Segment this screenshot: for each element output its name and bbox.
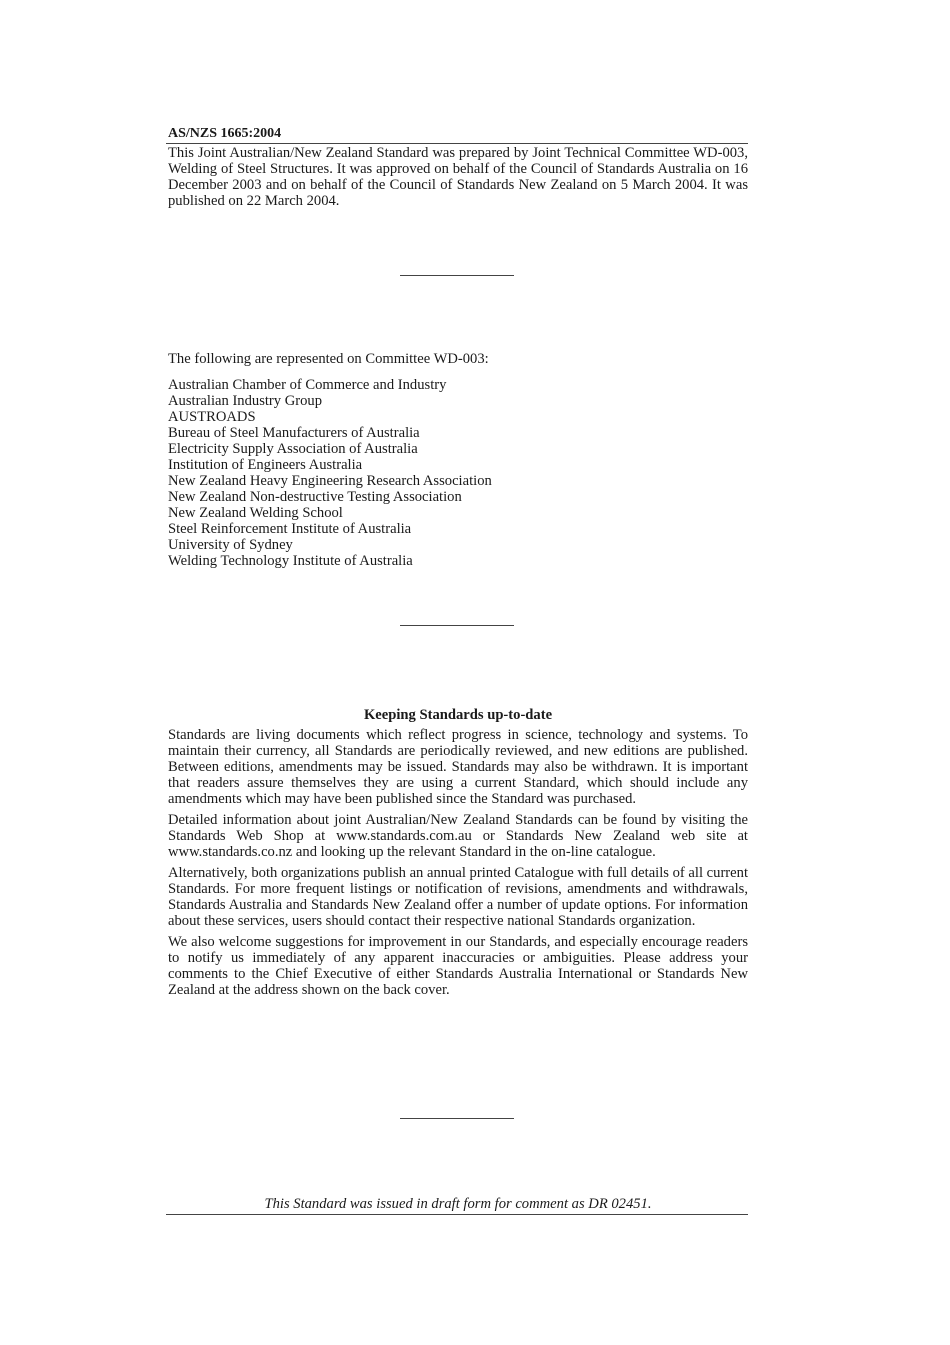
section-divider [400, 625, 514, 626]
section-divider [400, 275, 514, 276]
committee-member: Australian Industry Group [168, 393, 323, 409]
body-paragraph: Alternatively, both organizations publish an annual printed Catalogue with full details of all current Standards. For more frequent listings or notification of revisions, amendments and withdrawals, Standards Australia and Standards New Zealand offer a number of update options. For information about these services, users should contact their respective national Standards organization. [168, 865, 748, 929]
body-paragraph: We also welcome suggestions for improvement in our Standards, and especially encourage readers to notify us immediately of any apparent inaccuracies or ambiguities. Please address your comments to the Chief Executive of either Standards Australia International or Standards New Zealand at the address shown on the back cover. [168, 934, 748, 998]
committee-member: Steel Reinforcement Institute of Australia [168, 521, 412, 537]
footer-divider [166, 1214, 748, 1215]
header-divider [166, 143, 748, 144]
committee-member: Australian Chamber of Commerce and Industry [168, 377, 447, 393]
committee-member: New Zealand Welding School [168, 505, 343, 521]
committee-member: AUSTROADS [168, 409, 256, 425]
committee-member: University of Sydney [168, 537, 293, 553]
committee-member: New Zealand Heavy Engineering Research Association [168, 473, 492, 489]
committee-member: Institution of Engineers Australia [168, 457, 363, 473]
keeping-standards-body [168, 727, 748, 1003]
draft-note: This Standard was issued in draft form for comment as DR 02451. [264, 1196, 652, 1212]
keeping-standards-heading: Keeping Standards up-to-date [363, 707, 553, 723]
committee-member: Welding Technology Institute of Australia [168, 553, 413, 569]
body-paragraph: Detailed information about joint Australian/New Zealand Standards can be found by visiting the Standards Web Shop at www.standards.com.au or Standards New Zealand web site at www.standards.co.nz and looking up the relevant Standard in the on-line catalogue. [168, 812, 748, 860]
committee-member: Bureau of Steel Manufacturers of Australia [168, 425, 420, 441]
body-paragraph: Standards are living documents which reflect progress in science, technology and systems. To maintain their currency, all Standards are periodically reviewed, and new editions are published. Between editions, amendments may be issued. Standards may also be withdrawn. It is important that readers assure themselves they are using a current Standard, which should include any amendments which may have been published since the Standard was purchased. [168, 727, 748, 807]
committee-member: New Zealand Non-destructive Testing Association [168, 489, 462, 505]
committee-member: Electricity Supply Association of Australia [168, 441, 418, 457]
committee-member-list [168, 377, 492, 569]
document-page [168, 0, 748, 1345]
standard-number: AS/NZS 1665:2004 [168, 126, 282, 141]
preparation-statement: This Joint Australian/New Zealand Standard was prepared by Joint Technical Committee WD-003, Welding of Steel Structures. It was approved on behalf of the Council of Standards Australia on 16 December 2003 and on behalf of the Council of Standards New Zealand on 5 March 2004. It was published on 22 March 2004. [168, 145, 748, 209]
section-divider [400, 1118, 514, 1119]
committee-intro: The following are represented on Committee WD-003: [168, 351, 489, 367]
